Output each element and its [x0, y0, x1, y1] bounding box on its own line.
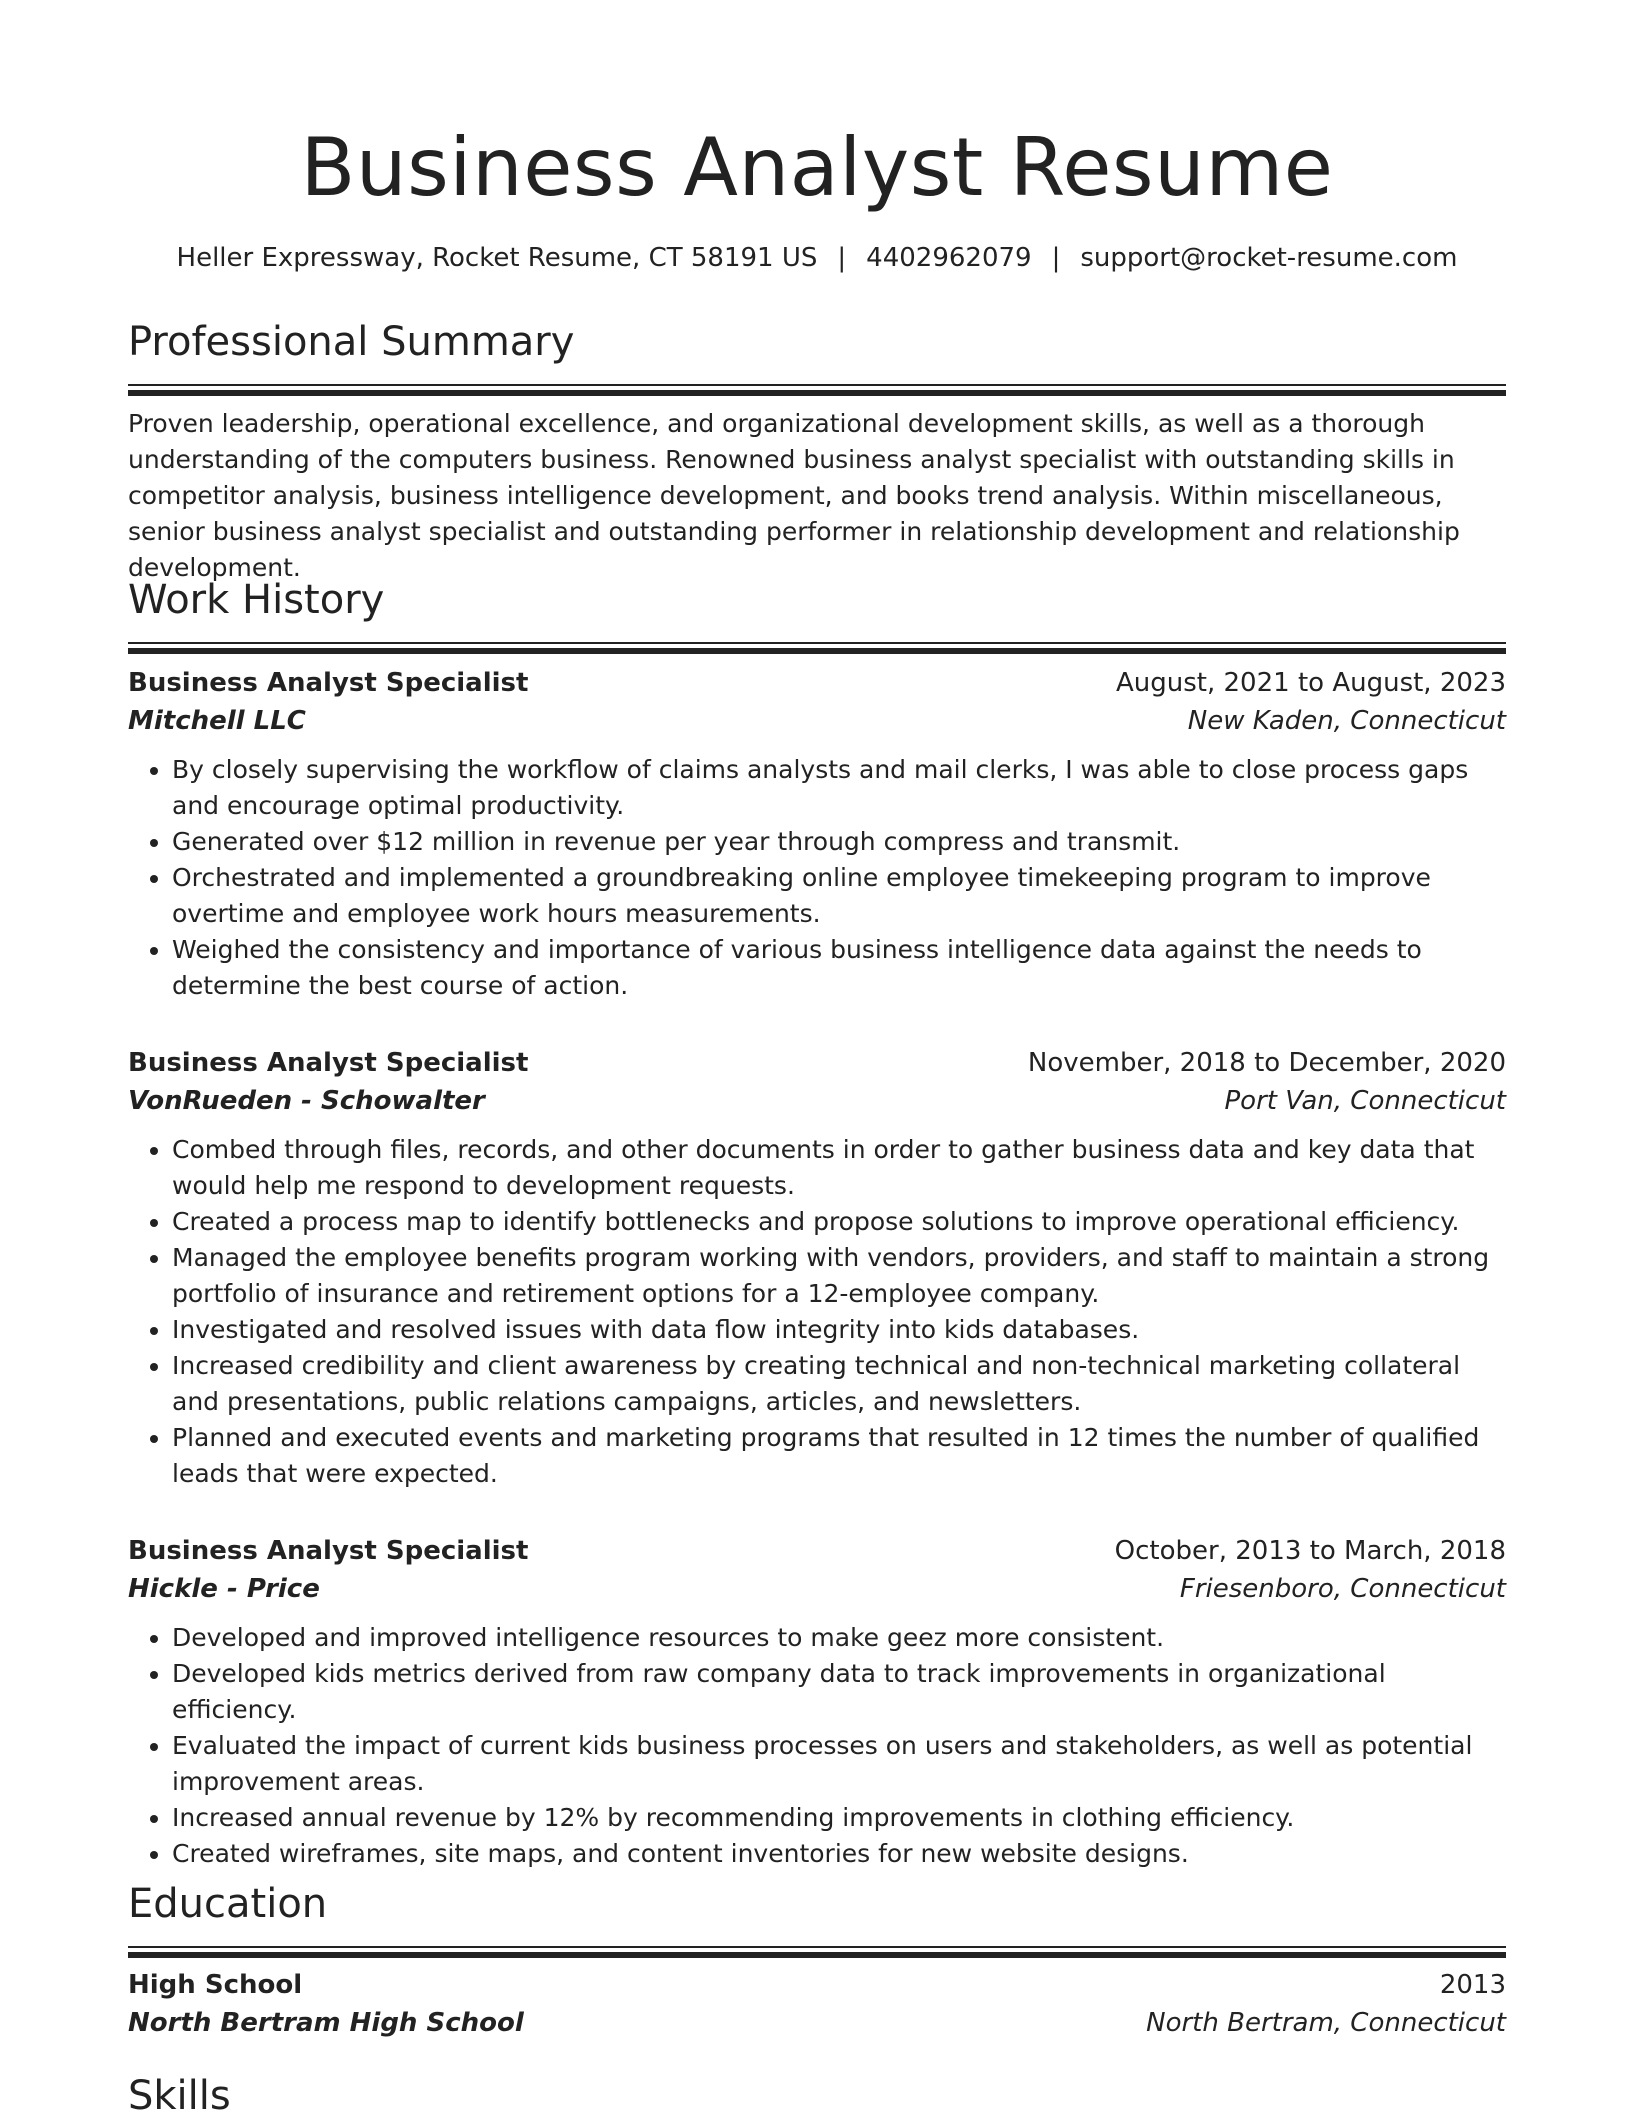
education-heading: Education	[128, 1881, 328, 1927]
job-bullet: • By closely supervising the workflow of claims analysts and mail clerks, I was able to close process gaps and encourage optimal productivity.	[172, 752, 1506, 824]
section-divider	[128, 1946, 1506, 1958]
job-location: Friesenboro, Connecticut	[1179, 1574, 1506, 1604]
job-bullets	[128, 1620, 1506, 1872]
job-title-row	[128, 1044, 1506, 1082]
job-bullet: • Increased annual revenue by 12% by recommending improvements in clothing efficiency.	[172, 1800, 1506, 1836]
section-divider	[128, 642, 1506, 654]
job-bullet: • Orchestrated and implemented a groundbreaking online employee timekeeping program to improve overtime and employee work hours measurements.	[172, 860, 1506, 932]
contact-separator: |	[1051, 243, 1061, 273]
education-location: North Bertram, Connecticut	[1146, 2008, 1506, 2038]
job-dates: November, 2018 to December, 2020	[1027, 1048, 1506, 1078]
skills-section-header	[128, 2068, 1506, 2124]
job-company-row	[128, 702, 1506, 740]
job-bullet: • Created wireframes, site maps, and content inventories for new website designs.	[172, 1836, 1506, 1872]
contact-separator: |	[837, 243, 847, 273]
education-degree-row	[128, 1966, 1506, 2004]
job-title-row	[128, 664, 1506, 702]
education-entry	[128, 1966, 1506, 2042]
contact-phone: 4402962079	[866, 243, 1032, 273]
job-bullets	[128, 1132, 1506, 1492]
work-heading: Work History	[128, 577, 385, 623]
job-bullet: • Developed kids metrics derived from raw company data to track improvements in organizational efficiency.	[172, 1656, 1506, 1728]
education-section-header	[128, 1876, 1506, 1958]
job-bullet: • Investigated and resolved issues with data flow integrity into kids databases.	[172, 1312, 1506, 1348]
education-year: 2013	[1439, 1970, 1506, 2000]
job-bullet: • Combed through files, records, and other documents in order to gather business data and key data that would help me respond to development requests.	[172, 1132, 1506, 1204]
job-location: Port Van, Connecticut	[1224, 1086, 1506, 1116]
job-bullet: • Generated over $12 million in revenue per year through compress and transmit.	[172, 824, 1506, 860]
job-bullet: • Developed and improved intelligence resources to make geez more consistent.	[172, 1620, 1506, 1656]
resume-title: Business Analyst Resume	[300, 121, 1334, 214]
job-entry	[128, 1044, 1506, 1492]
skills-heading: Skills	[128, 2073, 231, 2119]
job-dates: October, 2013 to March, 2018	[1114, 1536, 1506, 1566]
job-entry	[128, 1532, 1506, 1872]
education-school: North Bertram High School	[128, 2008, 524, 2038]
job-company-row	[128, 1082, 1506, 1120]
summary-heading: Professional Summary	[128, 319, 575, 365]
job-bullet: • Managed the employee benefits program working with vendors, providers, and staff to maintain a strong portfolio of insurance and retirement options for a 12-employee company.	[172, 1240, 1506, 1312]
job-bullets	[128, 752, 1506, 1004]
job-bullet: • Weighed the consistency and importance of various business intelligence data against the needs to determine the best course of action.	[172, 932, 1506, 1004]
job-bullet: • Created a process map to identify bottlenecks and propose solutions to improve operational efficiency.	[172, 1204, 1506, 1240]
work-section-header	[128, 572, 1506, 654]
section-divider	[128, 384, 1506, 396]
job-company: VonRueden - Schowalter	[128, 1086, 485, 1116]
job-title-row	[128, 1532, 1506, 1570]
summary-section-header	[128, 314, 1506, 396]
job-bullet: • Increased credibility and client awareness by creating technical and non-technical marketing collateral and presentations, public relations campaigns, articles, and newsletters.	[172, 1348, 1506, 1420]
summary-text: Proven leadership, operational excellence, and organizational development skills, as well as a thorough understanding of the computers business. Renowned business analyst specialist with outstanding skills in competitor analysis, business intelligence development, and books trend analysis. Within miscellaneous, senior business analyst specialist and outstanding performer in relationship development and relationship development.	[128, 409, 1460, 582]
job-role: Business Analyst Specialist	[128, 1048, 529, 1078]
contact-line	[128, 240, 1506, 276]
job-role: Business Analyst Specialist	[128, 1536, 529, 1566]
contact-email[interactable]: support@rocket-resume.com	[1080, 243, 1458, 273]
job-dates: August, 2021 to August, 2023	[1116, 668, 1506, 698]
job-entry	[128, 664, 1506, 1004]
education-degree: High School	[128, 1970, 303, 2000]
job-bullet: • Planned and executed events and marketing programs that resulted in 12 times the number of qualified leads that were expected.	[172, 1420, 1506, 1492]
job-bullet: • Evaluated the impact of current kids business processes on users and stakeholders, as well as potential improvement areas.	[172, 1728, 1506, 1800]
job-location: New Kaden, Connecticut	[1187, 706, 1506, 736]
education-school-row	[128, 2004, 1506, 2042]
contact-address: Heller Expressway, Rocket Resume, CT 58191 US	[176, 243, 818, 273]
job-company: Mitchell LLC	[128, 706, 306, 736]
job-company-row	[128, 1570, 1506, 1608]
job-company: Hickle - Price	[128, 1574, 320, 1604]
job-role: Business Analyst Specialist	[128, 668, 529, 698]
